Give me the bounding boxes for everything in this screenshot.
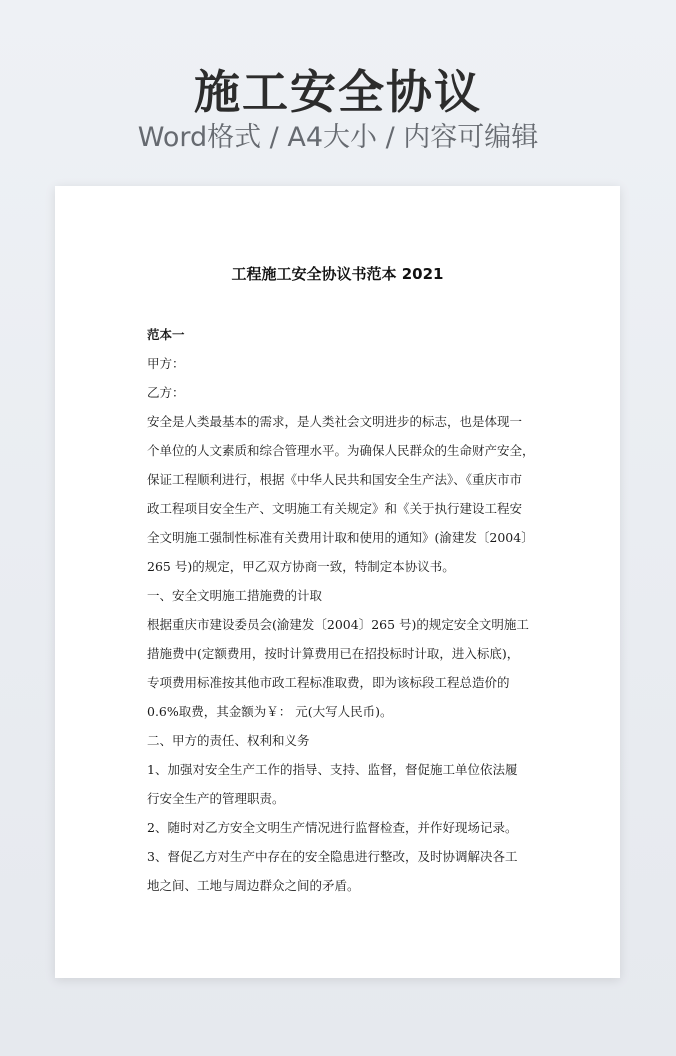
body-line: 个单位的人文素质和综合管理水平。为确保人民群众的生命财产安全， xyxy=(147,443,535,458)
document-page xyxy=(55,186,620,978)
banner-title: 施工安全协议 xyxy=(194,65,482,119)
document-body xyxy=(147,320,537,900)
body-line: 地之间、工地与周边群众之间的矛盾。 xyxy=(147,878,360,893)
party-b-line: 乙方： xyxy=(147,385,185,400)
body-line: 专项费用标准按其他市政工程标准取费，即为该标段工程总造价的 xyxy=(147,675,510,690)
body-line: 0.6%取费，其金额为￥： 元(大写人民币)。 xyxy=(147,704,393,719)
body-line: 保证工程顺利进行，根据《中华人民共和国安全生产法》、《重庆市市 xyxy=(147,472,523,487)
body-line: 政工程项目安全生产、文明施工有关规定》和《关于执行建设工程安 xyxy=(147,501,523,516)
party-a-line: 甲方： xyxy=(147,356,185,371)
body-line: 根据重庆市建设委员会(渝建发〔2004〕265 号)的规定安全文明施工 xyxy=(147,617,529,632)
body-line: 全文明施工强制性标准有关费用计取和使用的通知》(渝建发〔2004〕 xyxy=(147,530,534,545)
section-heading: 范本一 xyxy=(147,327,185,342)
body-line: 3、督促乙方对生产中存在的安全隐患进行整改，及时协调解决各工 xyxy=(147,849,518,864)
body-line: 安全是人类最基本的需求，是人类社会文明进步的标志，也是体现一 xyxy=(147,414,523,429)
body-line: 1、加强对安全生产工作的指导、支持、监督，督促施工单位依法履 xyxy=(147,762,518,777)
body-line: 措施费中(定额费用，按时计算费用已在招投标时计取，进入标底)， xyxy=(147,646,520,661)
clause-heading: 一、安全文明施工措施费的计取 xyxy=(147,588,323,603)
document-title: 工程施工安全协议书范本 2021 xyxy=(231,265,444,283)
body-line: 265 号)的规定，甲乙双方协商一致，特制定本协议书。 xyxy=(147,559,455,574)
clause-heading: 二、甲方的责任、权利和义务 xyxy=(147,733,310,748)
body-line: 2、随时对乙方安全文明生产情况进行监督检查，并作好现场记录。 xyxy=(147,820,518,835)
banner-subtitle: Word格式 / A4大小 / 内容可编辑 xyxy=(137,122,539,153)
body-line: 行安全生产的管理职责。 xyxy=(147,791,285,806)
